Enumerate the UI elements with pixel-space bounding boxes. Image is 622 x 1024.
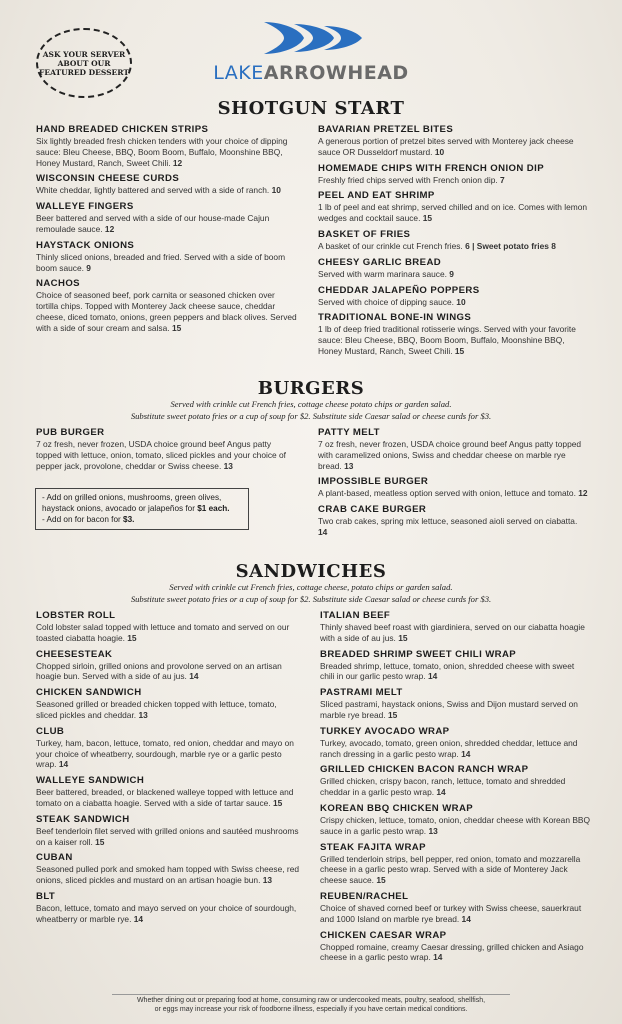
menu-item — [318, 427, 588, 471]
menu-item-description — [36, 439, 298, 471]
addon-line-toppings: - Add on grilled onions, mushrooms, green olives, haystack onions, avocado or jalapeños for $1 each. — [42, 493, 230, 513]
menu-item-name: BLT — [36, 890, 56, 902]
menu-item-description — [36, 290, 298, 333]
shotgun-left-column — [36, 124, 298, 339]
menu-item-price: 12 — [172, 157, 183, 168]
menu-item-description — [318, 439, 588, 471]
menu-item-desc-text: Beer battered and served with a side of our house-made Cajun remoulade sauce. — [36, 213, 270, 234]
menu-item-price: 15 — [171, 322, 182, 333]
menu-item-desc-text: 1 lb of peel and eat shrimp, served chilled and on ice. Comes with lemon wedges and cocktail sauce. — [318, 202, 588, 224]
menu-item-price: 7 — [500, 174, 505, 185]
menu-item-desc-text: 1 lb of deep fried traditional rotisserie wings. Served with your favorite sauce: Bleu Cheese, BBQ, Boom Boom, Buffalo, Moonshine BBQ, Honey Mustard, Ranch, Sweet Chili. — [318, 324, 576, 356]
menu-item — [36, 240, 298, 274]
menu-item — [36, 427, 298, 471]
menu-item-description — [36, 185, 298, 196]
menu-item — [36, 649, 300, 683]
menu-item-price: 9 — [86, 262, 91, 273]
menu-item-price: 13 — [428, 825, 438, 836]
menu-item-description — [320, 661, 590, 683]
menu-item-description — [36, 903, 300, 925]
menu-item-price: 14 — [189, 671, 199, 682]
logo-wordmark: LAKEARROWHEAD — [213, 62, 409, 84]
menu-item-desc-text: A generous portion of pretzel bites served with Monterey jack cheese sauce OR Dusseldorf mustard. — [318, 136, 574, 157]
menu-item-description — [36, 738, 300, 770]
menu-item — [318, 163, 588, 186]
burger-addons-box — [35, 488, 249, 530]
menu-item-name: STEAK FAJITA WRAP — [320, 841, 426, 853]
menu-item-desc-text: Breaded shrimp, lettuce, tomato, onion, shredded cheese with sweet chili in our garlic pesto wrap. — [320, 660, 575, 682]
menu-item-description — [318, 297, 588, 308]
menu-item-desc-text: Beer battered, breaded, or blackened walleye topped with lettuce and tomato on a ciabatta hoagie. Served with a side of tartar sauce. — [36, 787, 294, 808]
sandwiches-left-column — [36, 610, 300, 930]
menu-item-description — [320, 815, 590, 837]
menu-item-name: CLUB — [36, 725, 65, 737]
menu-item-desc-text: 7 oz fresh, never frozen, USDA choice ground beef Angus patty topped with caramelized onions, Swiss and cheddar cheese on marble rye bread. — [318, 439, 582, 471]
menu-item-description — [320, 622, 590, 644]
burgers-left-column — [36, 427, 298, 476]
arrowhead-swoosh-icon — [260, 20, 366, 56]
menu-item-price: 15 — [387, 709, 398, 720]
menu-item-description — [36, 787, 300, 809]
menu-item-desc-text: Choice of seasoned beef, pork carnita or seasoned chicken over tortilla chips. Topped with Monterey Jack cheese sauce, cheddar cheese, diced tomato, onions, green peppers and black olives. Served with a side of sour cream and salsa. — [36, 290, 297, 333]
menu-item-price: 15 — [398, 632, 408, 643]
menu-item — [36, 775, 300, 809]
menu-item-description — [318, 516, 588, 538]
menu-item — [36, 891, 300, 925]
menu-item-price: 10 — [271, 185, 281, 196]
menu-item-desc-text: Thinly shaved beef roast with giardiniera, served on our ciabatta hoagie with a side of au jus. — [320, 622, 585, 643]
menu-item-desc-text: Seasoned pulled pork and smoked ham topped with Swiss cheese, red onions, sliced pickles and mustard on an artisan hoagie bun. — [36, 864, 300, 886]
menu-item-description — [36, 213, 298, 235]
menu-item — [36, 814, 300, 848]
menu-item — [320, 891, 590, 925]
section-title-shotgun-start: SHOTGUN START — [217, 98, 405, 119]
menu-item-description — [318, 136, 588, 158]
menu-item — [318, 124, 588, 158]
sandwiches-subtitle: Served with crinkle cut French fries, cottage cheese, potato chips or garden salad. Substitute sweet potato fries or a cup of soup for $2. Substitute side Caesar salad or cheese curds for $3. — [130, 582, 492, 604]
menu-item — [36, 201, 298, 235]
menu-item — [320, 687, 590, 721]
menu-item-name: CRAB CAKE BURGER — [318, 504, 427, 516]
menu-item-name: CHEESY GARLIC BREAD — [318, 256, 442, 268]
menu-item-desc-text: Chopped sirloin, grilled onions and provolone served on an artisan hoagie bun. Served with a side of au jus. — [36, 660, 282, 682]
menu-item-price: 6 | Sweet potato fries 8 — [465, 240, 556, 251]
menu-item-price: 9 — [449, 268, 454, 279]
menu-item-description — [36, 136, 298, 168]
addon-line-bacon: - Add on for bacon for $3. — [42, 515, 135, 524]
menu-item-desc-text: Seasoned grilled or breaded chicken topped with lettuce, tomato, sliced pickles and cheddar. — [36, 699, 277, 720]
menu-item-name: CHEESESTEAK — [36, 648, 113, 660]
menu-item-price: 15 — [376, 875, 386, 886]
menu-item-description — [320, 854, 590, 886]
menu-item-description — [320, 903, 590, 925]
menu-item-price: 15 — [95, 836, 105, 847]
menu-item-price: 14 — [318, 526, 328, 537]
menu-item-name: GRILLED CHICKEN BACON RANCH WRAP — [320, 764, 529, 776]
menu-item — [320, 803, 590, 837]
menu-item — [36, 278, 298, 333]
menu-item-desc-text: Turkey, avocado, tomato, green onion, shredded cheddar, lettuce and ranch dressing in a garlic pesto wrap. — [320, 737, 578, 759]
menu-item-price: 14 — [428, 671, 438, 682]
menu-item-price: 15 — [454, 345, 465, 356]
menu-item — [36, 124, 298, 168]
menu-item-name: LOBSTER ROLL — [36, 610, 116, 621]
menu-item-name: HAYSTACK ONIONS — [36, 239, 135, 251]
menu-item-desc-text: A plant-based, meatless option served with onion, lettuce and tomato. — [318, 488, 576, 499]
menu-item-description — [36, 661, 300, 683]
shotgun-right-column — [318, 124, 588, 362]
menu-item-desc-text: Turkey, ham, bacon, lettuce, tomato, red onion, cheddar and mayo on your choice of wheatberry, sourdough, marble rye or a garlic pesto wrap. — [36, 737, 294, 770]
badge-text: ASK YOUR SERVER ABOUT OUR FEATURED DESSERT — [39, 49, 129, 77]
menu-item-desc-text: Two crab cakes, spring mix lettuce, seasoned aioli served on ciabatta. — [318, 516, 578, 527]
menu-item-desc-text: Six lightly breaded fresh chicken tenders with your choice of dipping sauce: Bleu Cheese, BBQ, Boom Boom, Buffalo, Moonshine BBQ, Honey Mustard, Ranch, Sweet Chili. — [36, 136, 288, 168]
menu-item-price: 14 — [461, 913, 471, 924]
menu-item — [36, 687, 300, 721]
footer-divider — [112, 994, 510, 995]
menu-item — [318, 312, 588, 356]
menu-item-description — [36, 864, 300, 886]
menu-item-description — [36, 826, 300, 848]
menu-item-name: STEAK SANDWICH — [36, 813, 130, 825]
menu-item-name: CHICKEN SANDWICH — [36, 687, 142, 699]
menu-item-name: PEEL AND EAT SHRIMP — [318, 190, 435, 202]
menu-item-description — [36, 252, 298, 274]
menu-item-price: 15 — [127, 632, 137, 643]
menu-item-price: 14 — [58, 759, 69, 770]
menu-item-description — [318, 324, 588, 356]
menu-item-description — [320, 699, 590, 721]
menu-item-name: HAND BREADED CHICKEN STRIPS — [36, 124, 209, 135]
menu-item-price: 14 — [433, 952, 443, 963]
menu-item — [36, 173, 298, 196]
menu-item-name: REUBEN/RACHEL — [320, 890, 409, 902]
menu-item — [36, 726, 300, 770]
menu-item — [318, 229, 588, 252]
menu-item-name: BREADED SHRIMP SWEET CHILI WRAP — [320, 648, 517, 660]
menu-item-desc-text: Sliced pastrami, haystack onions, Swiss and Dijon mustard served on marble rye bread. — [320, 699, 578, 720]
menu-item-name: TURKEY AVOCADO WRAP — [320, 725, 450, 737]
menu-item-description — [320, 942, 590, 964]
menu-item-desc-text: Grilled chicken, crispy bacon, ranch, lettuce, tomato and shredded cheddar in a garlic pesto wrap. — [320, 776, 566, 798]
foodborne-illness-disclaimer: Whether dining out or preparing food at home, consuming raw or undercooked meats, poultry, seafood, shellfish, or eggs may increase your risk of foodborne illness, especially if you have certain medical conditions. — [136, 997, 486, 1013]
menu-item-description — [36, 699, 300, 721]
menu-item-description — [318, 241, 588, 252]
menu-item-price: 14 — [436, 787, 446, 798]
menu-item-name: PUB BURGER — [36, 427, 105, 438]
section-title-sandwiches: SANDWICHES — [235, 561, 387, 582]
menu-item-description — [318, 175, 588, 186]
menu-item-desc-text: Grilled tenderloin strips, bell pepper, red onion, tomato and mozzarella cheese in a garlic pesto wrap. Served with a side of Monterey Jack cheese sauce. — [320, 853, 581, 886]
menu-item-desc-text: Served with warm marinara sauce. — [318, 268, 447, 279]
menu-item-desc-text: Freshly fried chips served with French onion dip. — [318, 174, 498, 185]
menu-item — [318, 285, 588, 308]
menu-item-description — [320, 776, 590, 798]
menu-item-desc-text: Crispy chicken, lettuce, tomato, onion, cheddar cheese with Korean BBQ sauce in a garlic pesto wrap. — [320, 814, 591, 836]
menu-item — [36, 852, 300, 886]
menu-item-desc-text: Cold lobster salad topped with lettuce and tomato and served on our toasted ciabatta hoagie. — [36, 622, 290, 643]
menu-item — [318, 504, 588, 538]
menu-item — [318, 190, 588, 224]
menu-item-name: BAVARIAN PRETZEL BITES — [318, 124, 454, 135]
menu-item-price: 13 — [344, 460, 354, 471]
menu-item — [320, 764, 590, 798]
menu-item-price: 15 — [422, 213, 433, 224]
menu-item-price: 10 — [434, 146, 445, 157]
burgers-subtitle: Served with crinkle cut French fries, cottage cheese potato chips or garden salad. Substitute sweet potato fries or a cup of soup for $2. Substitute side Caesar salad or cheese curds for $3. — [130, 399, 492, 421]
menu-item-desc-text: Served with choice of dipping sauce. — [318, 296, 454, 307]
menu-item-name: PASTRAMI MELT — [320, 687, 403, 699]
menu-item-name: ITALIAN BEEF — [320, 610, 391, 621]
menu-item-name: CUBAN — [36, 852, 73, 864]
menu-item — [320, 649, 590, 683]
menu-item-desc-text: White cheddar, lightly battered and served with a side of ranch. — [36, 185, 270, 196]
menu-item — [320, 726, 590, 760]
menu-item — [320, 842, 590, 886]
menu-item-price: 12 — [578, 488, 588, 499]
menu-item-description — [318, 202, 588, 224]
menu-item-name: PATTY MELT — [318, 427, 380, 438]
menu-item-desc-text: Beef tenderloin filet served with grilled onions and sautéed mushrooms on a kaiser roll. — [36, 825, 299, 847]
menu-item-name: CHICKEN CAESAR WRAP — [320, 929, 447, 941]
menu-item-price: 13 — [138, 709, 148, 720]
section-title-burgers: BURGERS — [257, 378, 365, 399]
menu-item-name: TRADITIONAL BONE-IN WINGS — [318, 312, 472, 324]
menu-item — [318, 476, 588, 499]
menu-item-desc-text: Chopped romaine, creamy Caesar dressing, grilled chicken and Asiago cheese in a garlic pesto wrap. — [320, 941, 584, 963]
menu-item-name: WALLEYE FINGERS — [36, 201, 134, 213]
menu-item-name: CHEDDAR JALAPEÑO POPPERS — [318, 284, 480, 296]
menu-item — [320, 610, 590, 644]
menu-item-price: 10 — [456, 296, 466, 307]
menu-item-price: 14 — [133, 913, 144, 924]
menu-item-name: NACHOS — [36, 278, 80, 290]
menu-item-desc-text: A basket of our crinkle cut French fries. — [318, 240, 463, 251]
menu-item-name: IMPOSSIBLE BURGER — [318, 476, 429, 488]
menu-item-price: 14 — [461, 748, 471, 759]
menu-item-description — [318, 488, 588, 499]
menu-item — [36, 610, 300, 644]
menu-item-name: BASKET OF FRIES — [318, 228, 411, 240]
featured-dessert-badge — [36, 28, 132, 98]
burgers-right-column — [318, 427, 588, 543]
menu-item-price: 12 — [104, 223, 115, 234]
menu-item-desc-text: Thinly sliced onions, breaded and fried. Served with a side of boom boom sauce. — [36, 251, 286, 273]
menu-item-name: HOMEMADE CHIPS WITH FRENCH ONION DIP — [318, 162, 544, 174]
sandwiches-right-column — [320, 610, 590, 968]
menu-item-price: 13 — [223, 460, 233, 471]
lake-arrowhead-logo — [196, 20, 426, 86]
menu-item-desc-text: Bacon, lettuce, tomato and mayo served on your choice of sourdough, wheatberry or marble rye. — [36, 902, 297, 924]
menu-item-price: 15 — [272, 797, 283, 808]
menu-item-name: WISCONSIN CHEESE CURDS — [36, 173, 180, 185]
menu-item — [318, 257, 588, 280]
menu-item-description — [318, 269, 588, 280]
menu-item-desc-text: Choice of shaved corned beef or turkey with Swiss cheese, sauerkraut and 1000 Island on marble rye bread. — [320, 902, 582, 924]
menu-item-desc-text: 7 oz fresh, never frozen, USDA choice ground beef Angus patty topped with lettuce, onion, tomato, sliced pickles and your choice of pepper jack, provolone, cheddar or Swiss cheese. — [36, 439, 286, 471]
menu-item-description — [36, 622, 300, 644]
menu-item-name: KOREAN BBQ CHICKEN WRAP — [320, 802, 474, 814]
menu-item — [320, 930, 590, 964]
menu-item-description — [320, 738, 590, 760]
menu-item-name: WALLEYE SANDWICH — [36, 775, 145, 787]
menu-item-price: 13 — [262, 875, 273, 886]
